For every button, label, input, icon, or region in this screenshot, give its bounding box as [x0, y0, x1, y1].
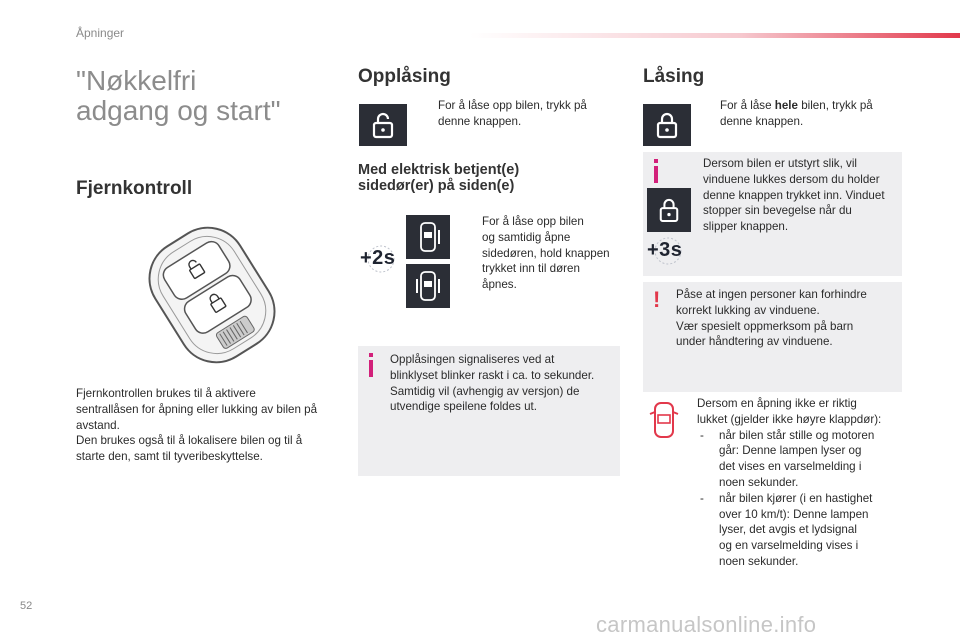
subheading-line: Med elektrisk betjent(e)	[358, 162, 520, 178]
page-title-line-2: adgang og start"	[76, 95, 281, 126]
info-box-lasing	[643, 152, 902, 276]
subheading-sidedor	[358, 162, 519, 194]
alert-line: når bilen står stille og motoren	[719, 428, 875, 442]
bullet-line: denne knappen.	[438, 114, 522, 128]
alert-line: lukket (gjelder ikke høyre klappdør):	[697, 412, 882, 426]
opplasing-bullet-1	[438, 98, 608, 130]
plus-3-seconds-label: +3s	[647, 239, 683, 261]
sliding-door-open-icon	[406, 215, 450, 259]
page-title-line-1: "Nøkkelfri	[76, 65, 197, 96]
text-span: bilen, trykk på	[797, 99, 873, 112]
desc-line: starte den, samt til tyveribeskyttelse.	[76, 450, 263, 464]
info-line: utvendige speilene foldes ut.	[390, 400, 537, 414]
heading-opplasing: Opplåsing	[358, 66, 451, 87]
plus-2-seconds-label: +2s	[360, 247, 396, 269]
subheading-line: sidedør(er) på siden(e)	[358, 178, 515, 194]
alert-line: det vises en varselmelding i	[719, 460, 862, 474]
info-box-opplasing	[358, 346, 620, 476]
info-line: stopper sin bevegelse når du	[703, 204, 852, 218]
info-line: Dersom bilen er utstyrt slik, vil	[703, 157, 857, 170]
info-line: slipper knappen.	[703, 220, 789, 234]
alert-line: når bilen kjører (i en hastighet	[719, 491, 873, 505]
alert-line: går: Denne lampen lyser og	[719, 444, 862, 458]
dash-icon: -	[700, 428, 704, 442]
sliding-door-closed-icon	[406, 264, 450, 308]
warning-line: Vær spesielt oppmerksom på barn	[676, 319, 854, 333]
bullet-line: og samtidig åpne	[482, 230, 571, 244]
desc-line: sentrallåsen for åpning eller lukking av bilen på	[76, 402, 318, 416]
info-line: blinklyset blinker raskt i ca. to sekunder.	[390, 368, 595, 382]
bullet-line: åpnes.	[482, 278, 517, 292]
alert-line: noen sekunder.	[719, 554, 799, 568]
door-open-warning-lamp-icon	[646, 400, 682, 440]
alert-item	[697, 491, 907, 570]
bullet-line: sidedøren, hold knappen	[482, 246, 610, 260]
info-line: Opplåsingen signaliseres ved at	[390, 353, 555, 366]
fjernkontroll-description	[76, 386, 346, 465]
page-title	[76, 66, 281, 126]
alert-line: lyser, det avgis et lydsignal	[719, 523, 857, 537]
desc-line: Den brukes også til å lokalisere bilen og til å	[76, 434, 303, 448]
watermark: carmanualsonline.info	[596, 612, 817, 637]
bold-text: hele	[774, 99, 798, 112]
warning-line: under håndtering av vinduene.	[676, 335, 833, 349]
door-alert-text	[697, 396, 907, 570]
warning-icon: !	[653, 287, 661, 312]
lasing-bullet-line-1	[720, 98, 900, 114]
info-text	[390, 352, 616, 415]
bullet-line: denne knappen.	[720, 114, 804, 128]
lock-button-icon	[643, 104, 691, 146]
lasing-bullet	[720, 98, 900, 130]
warning-line: korrekt lukking av vinduene.	[676, 303, 820, 317]
header-rule	[470, 33, 960, 38]
section-header: Åpninger	[76, 26, 125, 40]
info-icon	[366, 352, 376, 378]
info-line: denne knappen trykket inn. Vinduet	[703, 188, 885, 202]
seconds-indicator	[643, 236, 693, 266]
info-line: vinduene lukkes dersom du holder	[703, 172, 880, 186]
warning-line: Påse at ingen personer kan forhindre	[676, 288, 867, 301]
desc-line: avstand.	[76, 418, 120, 432]
info-icon	[651, 158, 661, 184]
opplasing-bullet-2	[482, 214, 622, 293]
desc-line: Fjernkontrollen brukes til å aktivere	[76, 387, 256, 400]
alert-line: og en varselmelding vises i	[719, 539, 859, 553]
lock-button-icon	[647, 188, 691, 232]
text-span: For å låse	[720, 99, 775, 112]
unlock-button-icon	[359, 104, 407, 146]
heading-fjernkontroll: Fjernkontroll	[76, 178, 193, 199]
seconds-indicator	[358, 244, 404, 274]
bullet-line: trykket inn til døren	[482, 262, 580, 276]
bullet-line: For å låse opp bilen, trykk på	[438, 99, 587, 112]
info-line: Samtidig vil (avhengig av versjon) de	[390, 384, 580, 398]
info-text	[703, 156, 899, 235]
warning-box	[643, 282, 902, 392]
alert-line: Dersom en åpning ikke er riktig	[697, 397, 857, 410]
remote-key-image	[134, 222, 290, 368]
alert-item	[697, 428, 907, 491]
heading-lasing: Låsing	[643, 66, 705, 87]
page-number: 52	[20, 600, 33, 612]
bullet-line: For å låse opp bilen	[482, 215, 584, 228]
alert-line: over 10 km/t): Denne lampen	[719, 507, 869, 521]
warning-text	[676, 287, 898, 350]
alert-line: noen sekunder.	[719, 475, 799, 489]
dash-icon: -	[700, 491, 704, 505]
